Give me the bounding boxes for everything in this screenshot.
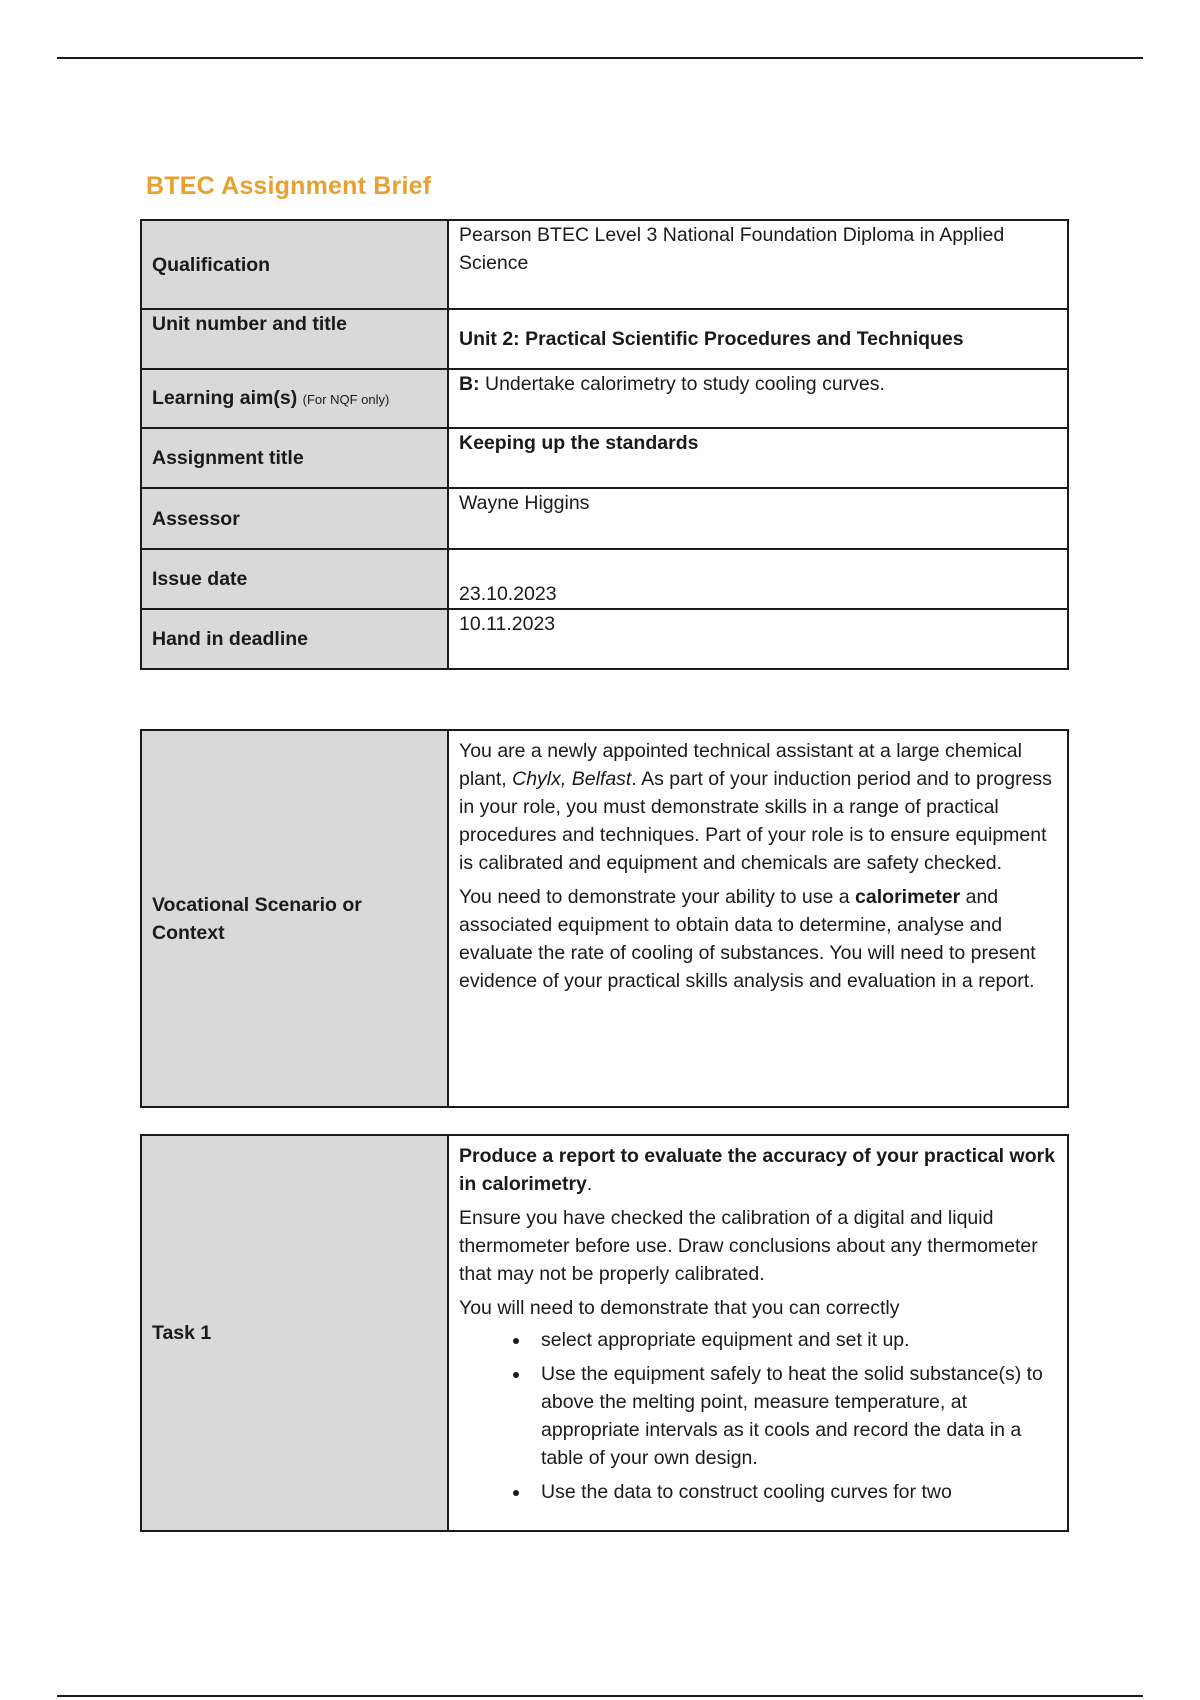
- scenario-table: [140, 729, 1069, 1108]
- task-heading: [459, 1142, 1057, 1198]
- scenario-text-span: You are a newly appointed technical assistant at a large chemical plant,: [459, 740, 1022, 790]
- row-value-deadline: 10.11.2023: [448, 609, 1068, 669]
- scenario-text-span: You need to demonstrate your ability to use a: [459, 886, 856, 908]
- assignment-title: Keeping up the standards: [459, 432, 699, 454]
- table-row: [141, 549, 1068, 609]
- row-label-issue-date: Issue date: [141, 549, 448, 609]
- scenario-paragraph: [459, 737, 1057, 877]
- table-row: [141, 220, 1068, 309]
- scenario-text-span: . As part of your induction period and to progress in your role, you must demonstrate skills in a range of practical procedures and techniques. Part of your role is to ensure equipment is calibrated and equipment and chemicals are safety checked.: [459, 768, 1052, 874]
- task-heading-text: Produce a report to evaluate the accuracy of your practical work in calorimetry: [459, 1145, 1056, 1195]
- scenario-text: [448, 730, 1068, 1107]
- table-row: [141, 309, 1068, 369]
- task-bullet-list: [459, 1326, 1057, 1506]
- row-label-deadline: Hand in deadline: [141, 609, 448, 669]
- learning-aim-prefix: B:: [459, 373, 480, 395]
- row-value-qualification: Pearson BTEC Level 3 National Foundation Diploma in Applied Science: [448, 220, 1068, 309]
- task-paragraph: Ensure you have checked the calibration of a digital and liquid thermometer before use. Draw conclusions about any thermometer that may not be properly calibrated.: [459, 1207, 1038, 1285]
- row-label-unit: Unit number and title: [141, 309, 448, 369]
- task-text: [448, 1135, 1068, 1531]
- document-title: BTEC Assignment Brief: [146, 172, 432, 200]
- task-label: Task 1: [141, 1135, 448, 1531]
- table-row: [141, 488, 1068, 549]
- company-name: Chylx, Belfast: [512, 768, 632, 790]
- learning-aim-text: Undertake calorimetry to study cooling curves.: [479, 373, 885, 395]
- list-item: • Use the data to construct cooling curves for two: [531, 1478, 1057, 1506]
- row-label-qualification: Qualification: [141, 220, 448, 309]
- list-item: • select appropriate equipment and set it up.: [531, 1326, 1057, 1354]
- row-value-issue-date: 23.10.2023: [448, 549, 1068, 609]
- task-paragraph: You will need to demonstrate that you can correctly: [459, 1297, 900, 1319]
- row-value-unit: [448, 309, 1068, 369]
- row-value-assignment-title: [448, 428, 1068, 488]
- row-value-assessor: Wayne Higgins: [448, 488, 1068, 549]
- learning-aim-label: Learning aim(s): [152, 386, 298, 409]
- keyword-calorimeter: calorimeter: [855, 886, 961, 908]
- scenario-paragraph: [459, 883, 1057, 995]
- learning-aim-note: (For NQF only): [302, 391, 390, 407]
- task-table: [140, 1134, 1069, 1532]
- footer-rule: [57, 1695, 1143, 1697]
- table-row: [141, 1135, 1068, 1531]
- row-value-learning-aim: [448, 369, 1068, 428]
- row-label-assessor: Assessor: [141, 488, 448, 549]
- task-heading-end: .: [586, 1173, 593, 1195]
- row-label-learning-aim: [141, 369, 448, 428]
- unit-title: Unit 2: Practical Scientific Procedures and Techniques: [459, 328, 964, 350]
- table-row: [141, 369, 1068, 428]
- list-item: • Use the equipment safely to heat the solid substance(s) to above the melting point, measure temperature, at appropriate intervals as it cools and record the data in a table of your own design.: [531, 1360, 1057, 1472]
- scenario-text-span: and associated equipment to obtain data to determine, analyse and evaluate the rate of cooling of substances. You will need to present evidence of your practical skills analysis and evaluation in a report.: [459, 886, 1036, 992]
- header-rule: [57, 57, 1143, 59]
- table-row: [141, 428, 1068, 488]
- details-table: [140, 219, 1069, 670]
- scenario-label: Vocational Scenario or Context: [141, 730, 448, 1107]
- table-row: [141, 730, 1068, 1107]
- row-label-assignment-title: Assignment title: [141, 428, 448, 488]
- table-row: [141, 609, 1068, 669]
